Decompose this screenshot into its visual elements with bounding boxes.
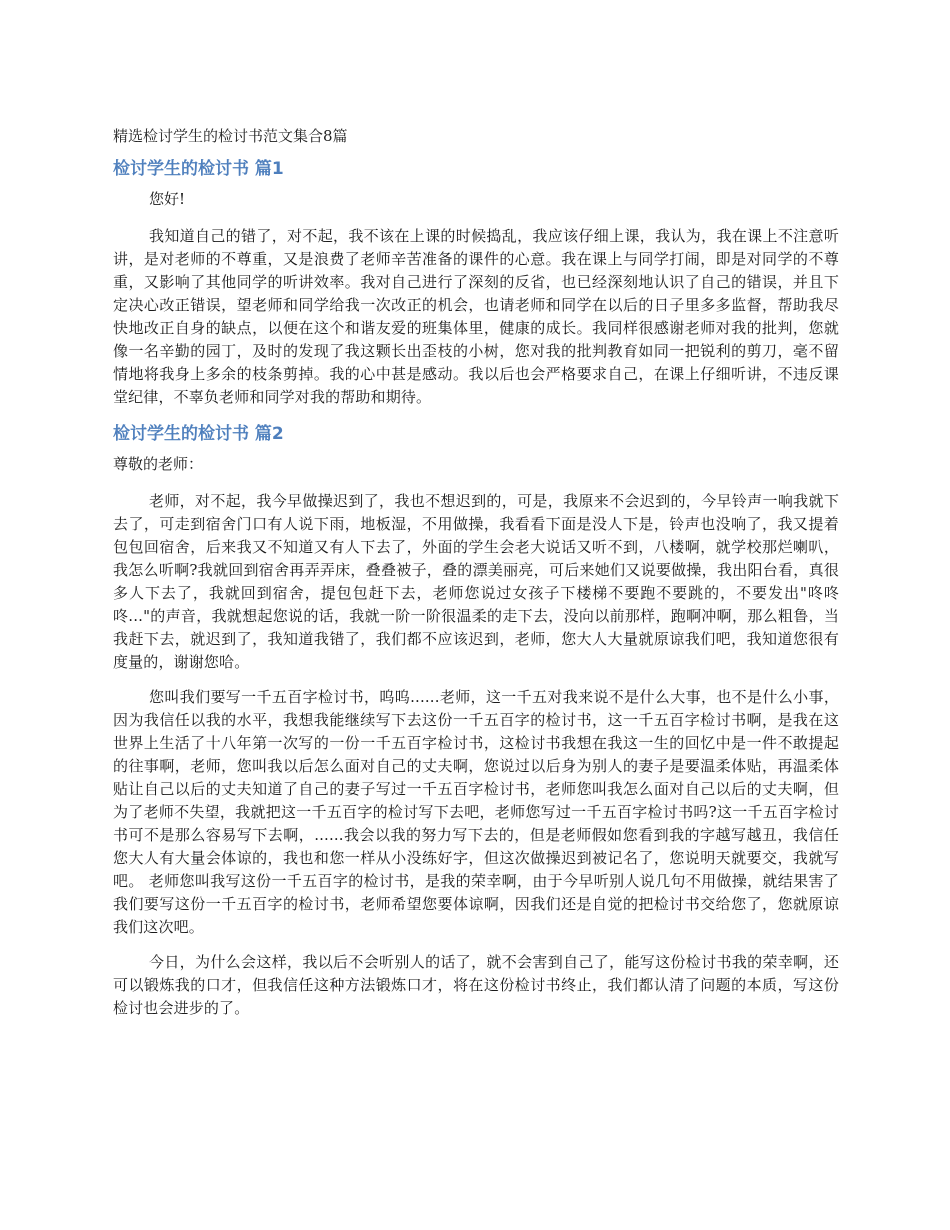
section-2: [113, 421, 839, 1020]
paragraph: 今日，为什么会这样，我以后不会听别人的话了，就不会害到自己了，能写这份检讨书我的荣幸啊，还可以锻炼我的口才，但我信任这种方法锻炼口才，将在这份检讨书终止，我们都认清了问题的本质，写这份检讨也会进步的了。: [113, 953, 839, 1017]
document-page: [113, 124, 839, 1032]
section-1: [113, 156, 839, 409]
paragraph: 老师，对不起，我今早做操迟到了，我也不想迟到的，可是，我原来不会迟到的，今早铃声一响我就下去了，可走到宿舍门口有人说下雨，地板湿，不用做操，我看看下面是没人下是，铃声也没响了，我又提着包包回宿舍，后来我又不知道又有人下去了，外面的学生会老大说话又听不到，八楼啊，就学校那烂喇叭，我怎么听啊?我就回到宿舍再弄弄床，叠叠被子，叠的漂美丽亮，可后来她们又说要做操，我出阳台看，真很多人下去了，我就回到宿舍，提包包赶下去，老师您说过女孩子下楼梯不要跑不要跳的，不要发出"咚咚咚..."的声音，我就想起您说的话，我就一阶一阶很温柔的走下去，没向以前那样，跑啊冲啊，那么粗鲁，当我赶下去，就迟到了，我知道我错了，我们都不应该迟到，老师，您大人大量就原谅我们吧，我知道您很有度量的，谢谢您哈。: [113, 492, 839, 671]
paragraph: 我知道自己的错了，对不起，我不该在上课的时候捣乱，我应该仔细上课，我认为，我在课上不注意听讲，是对老师的不尊重，又是浪费了老师辛苦准备的课件的心意。我在课上与同学打闹，即是对同学的不尊重，又影响了其他同学的听讲效率。我对自己进行了深刻的反省，也已经深刻地认识了自己的错误，并且下定决心改正错误，望老师和同学给我一次改正的机会，也请老师和同学在以后的日子里多多监督，帮助我尽快地改正自身的缺点，以便在这个和谐友爱的班集体里，健康的成长。我同样很感谢老师对我的批判，您就像一名辛勤的园丁，及时的发现了我这颗长出歪枝的小树，您对我的批判教育如同一把锐利的剪刀，毫不留情地将我身上多余的枝条剪掉。我的心中甚是感动。我以后也会严格要求自己，在课上仔细听讲，不违反课堂纪律，不辜负老师和同学对我的帮助和期待。: [113, 227, 839, 406]
document-title: 精选检讨学生的检讨书范文集合8篇: [113, 127, 348, 145]
section-heading: 检讨学生的检讨书 篇1: [113, 159, 284, 179]
salutation: 尊敬的老师：: [113, 455, 204, 473]
paragraph: 您叫我们要写一千五百字检讨书，呜呜......老师，这一千五对我来说不是什么大事，也不是什么小事，因为我信任以我的水平，我想我能继续写下去这份一千五百字的检讨书，这一千五百字检讨书啊，是我在这世界上生活了十八年第一次写的一份一千五百字检讨书，这检讨书我想在我这一生的回忆中是一件不敢提起的往事啊，老师，您叫我以后怎么面对自己的丈夫啊，您说过以后身为别人的妻子是要温柔体贴，再温柔体贴让自己以后的丈夫知道了自己的妻子写过一千五百字检讨书，老师您叫我怎么面对自己以后的丈夫啊，但为了老师不失望，我就把这一千五百字的检讨写下去吧，老师您写过一千五百字检讨书吗?这一千五百字检讨书可不是那么容易写下去啊，......我会以我的努力写下去的，但是老师假如您看到我的字越写越丑，我信任您大人有大量会体谅的，我也和您一样从小没练好字，但这次做操迟到被记名了，您说明天就要交，我就写吧。 老师您叫我写这份一千五百字的检讨书，是我的荣幸啊，由于今早听别人说几句不用做操，就结果害了我们要写这份一千五百字的检讨书，老师希望您要体谅啊，因我们还是自觉的把检讨书交给您了，您就原谅我们这次吧。: [113, 688, 839, 936]
section-heading: 检讨学生的检讨书 篇2: [113, 424, 284, 444]
salutation: 您好!: [149, 190, 186, 208]
